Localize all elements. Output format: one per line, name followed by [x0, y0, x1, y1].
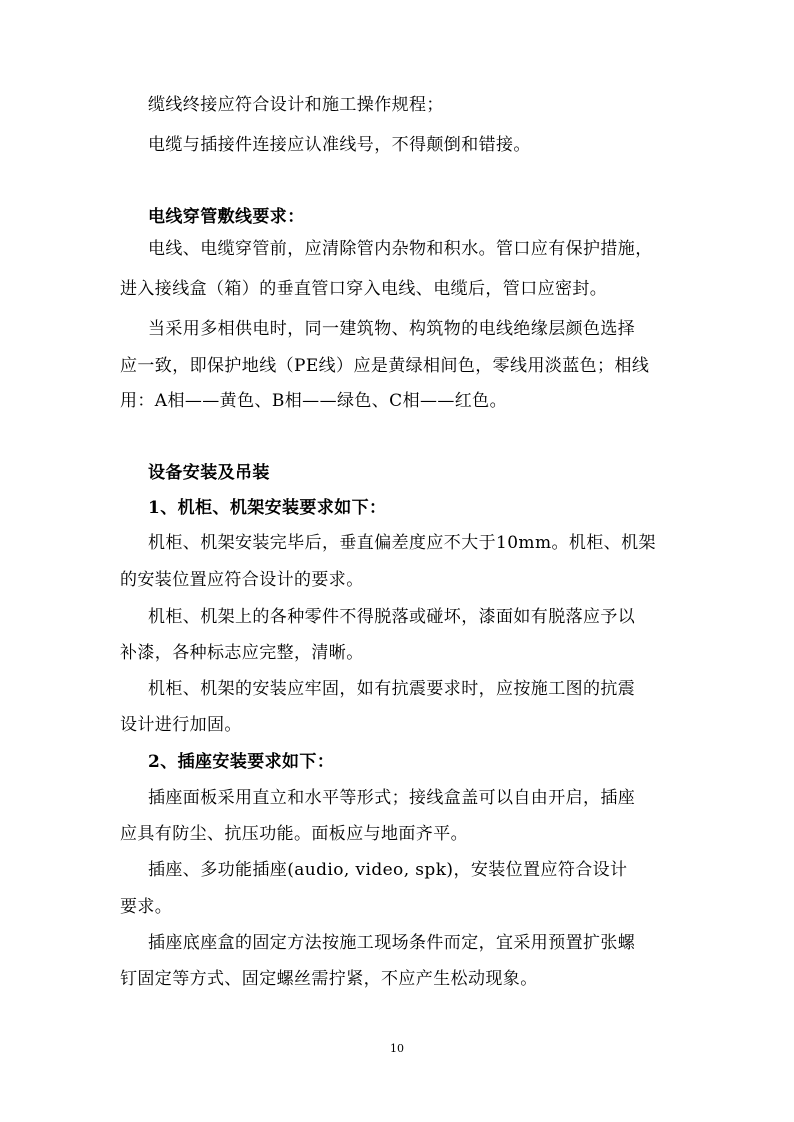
subsection-heading: 1、机柜、机架安装要求如下：	[148, 498, 387, 518]
paragraph-line: 机柜、机架安装完毕后，垂直偏差度应不大于10mm。机柜、机架	[148, 533, 656, 553]
paragraph-line: 电缆与插接件连接应认准线号，不得颠倒和错接。	[148, 135, 531, 155]
paragraph-line: 缆线终接应符合设计和施工操作规程；	[148, 95, 444, 115]
subsection-heading: 2、插座安装要求如下：	[148, 752, 335, 772]
paragraph-line: 插座底座盒的固定方法按施工现场条件而定，宜采用预置扩张螺	[148, 933, 636, 953]
paragraph-line: 电线、电缆穿管前，应清除管内杂物和积水。管口应有保护措施，	[148, 239, 653, 259]
paragraph-line: 当采用多相供电时，同一建筑物、构筑物的电线绝缘层颜色选择	[148, 319, 636, 339]
paragraph-line: 要求。	[120, 897, 173, 917]
paragraph-line: 设计进行加固。	[120, 715, 242, 735]
paragraph-line: 用：A相——黄色、B相——绿色、C相——红色。	[120, 391, 507, 411]
paragraph-line: 插座、多功能插座(audio, video, spk)，安装位置应符合设计	[148, 860, 628, 880]
paragraph-line: 钉固定等方式、固定螺丝需拧紧，不应产生松动现象。	[120, 969, 538, 989]
paragraph-line: 应具有防尘、抗压功能。面板应与地面齐平。	[120, 824, 468, 844]
page-number: 10	[390, 1042, 404, 1055]
paragraph-line: 应一致，即保护地线（PE线）应是黄绿相间色，零线用淡蓝色；相线	[120, 356, 650, 376]
paragraph-line: 的安装位置应符合设计的要求。	[120, 570, 364, 590]
paragraph-line: 插座面板采用直立和水平等形式；接线盒盖可以自由开启，插座	[148, 788, 636, 808]
paragraph-line: 补漆，各种标志应完整，清晰。	[120, 643, 364, 663]
paragraph-line: 进入接线盒（箱）的垂直管口穿入电线、电缆后，管口应密封。	[120, 279, 608, 299]
paragraph-line: 机柜、机架的安装应牢固，如有抗震要求时，应按施工图的抗震	[148, 679, 636, 699]
section-heading: 电线穿管敷线要求：	[148, 207, 305, 227]
paragraph-line: 机柜、机架上的各种零件不得脱落或碰坏，漆面如有脱落应予以	[148, 607, 636, 627]
section-heading: 设备安装及吊装	[148, 463, 270, 483]
